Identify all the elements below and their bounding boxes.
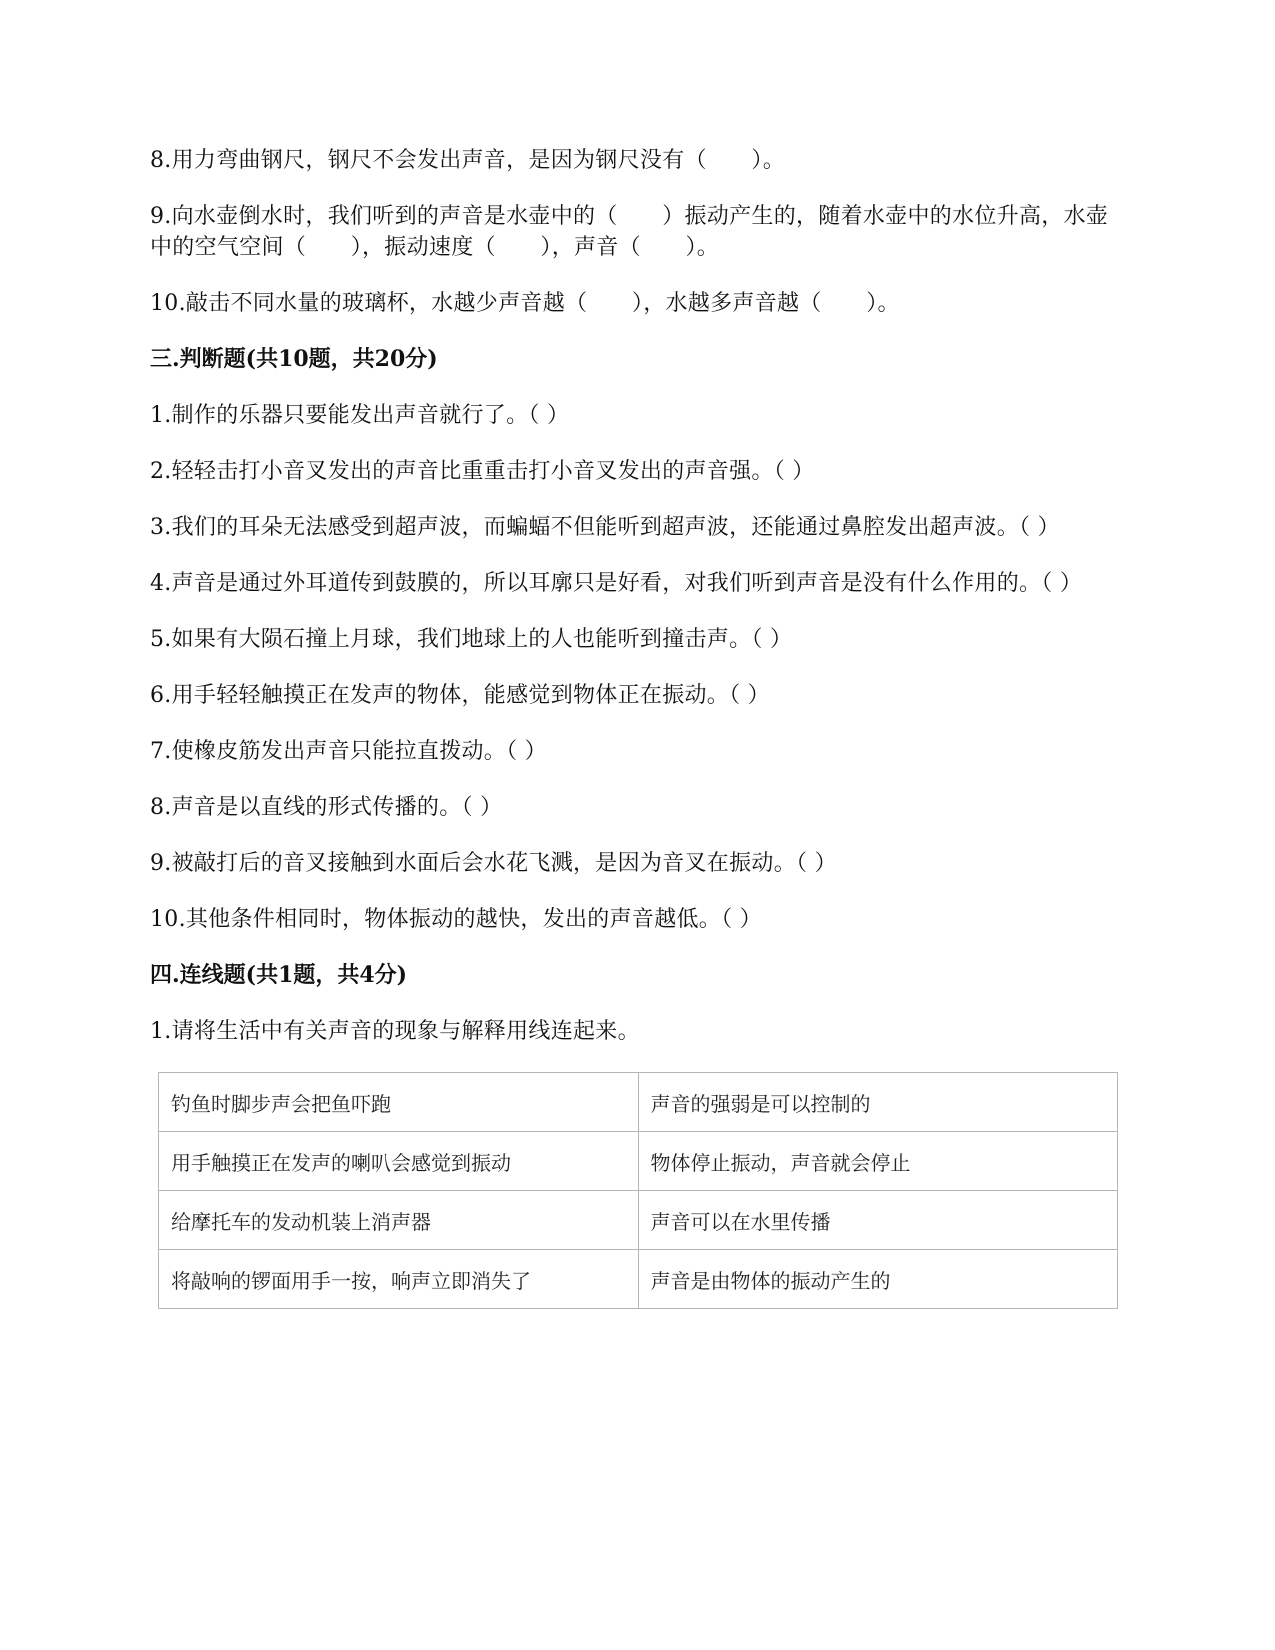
- judgment-question-2: 2.轻轻击打小音叉发出的声音比重重击打小音叉发出的声音强。（ ）: [150, 459, 815, 484]
- judgment-question-9: 9.被敲打后的音叉接触到水面后会水花飞溅，是因为音叉在振动。（ ）: [150, 851, 837, 876]
- explanation-cell: 声音是由物体的振动产生的: [638, 1250, 1118, 1309]
- judgment-question-1: 1.制作的乐器只要能发出声音就行了。（ ）: [150, 403, 570, 428]
- section-title-matching: 四.连线题(共1题，共4分): [150, 962, 408, 988]
- judgment-question-3: 3.我们的耳朵无法感受到超声波，而蝙蝠不但能听到超声波，还能通过鼻腔发出超声波。（ ）: [150, 515, 1060, 540]
- judgment-question-4: 4.声音是通过外耳道传到鼓膜的，所以耳廓只是好看，对我们听到声音是没有什么作用的。（ ）: [150, 571, 1083, 596]
- table-row: [159, 1132, 1118, 1191]
- judgment-question-10: 10.其他条件相同时，物体振动的越快，发出的声音越低。（ ）: [150, 907, 762, 932]
- judgment-question-6: 6.用手轻轻触摸正在发声的物体，能感觉到物体正在振动。（ ）: [150, 683, 770, 708]
- table-row: [159, 1191, 1118, 1250]
- explanation-cell: 物体停止振动，声音就会停止: [638, 1132, 1118, 1191]
- phenomenon-cell: 给摩托车的发动机装上消声器: [159, 1191, 639, 1250]
- exam-page: [150, 145, 1125, 1309]
- matching-table: [158, 1072, 1118, 1309]
- phenomenon-cell: 将敲响的锣面用手一按，响声立即消失了: [159, 1250, 639, 1309]
- explanation-cell: 声音的强弱是可以控制的: [638, 1073, 1118, 1132]
- fill-question-8: 8.用力弯曲钢尺，钢尺不会发出声音，是因为钢尺没有（ ）。: [150, 148, 785, 173]
- phenomenon-cell: 钓鱼时脚步声会把鱼吓跑: [159, 1073, 639, 1132]
- phenomenon-cell: 用手触摸正在发声的喇叭会感觉到振动: [159, 1132, 639, 1191]
- matching-question-1: 1.请将生活中有关声音的现象与解释用线连起来。: [150, 1019, 640, 1044]
- judgment-question-5: 5.如果有大陨石撞上月球，我们地球上的人也能听到撞击声。（ ）: [150, 627, 793, 652]
- judgment-question-8: 8.声音是以直线的形式传播的。（ ）: [150, 795, 503, 820]
- fill-question-9: 9.向水壶倒水时，我们听到的声音是水壶中的（ ）振动产生的，随着水壶中的水位升高，水壶中的空气空间（ ），振动速度（ ），声音（ ）。: [150, 204, 1109, 260]
- judgment-question-7: 7.使橡皮筋发出声音只能拉直拨动。（ ）: [150, 739, 547, 764]
- explanation-cell: 声音可以在水里传播: [638, 1191, 1118, 1250]
- table-row: [159, 1073, 1118, 1132]
- section-title-judgment: 三.判断题(共10题，共20分): [150, 346, 438, 372]
- fill-question-10: 10.敲击不同水量的玻璃杯，水越少声音越（ ），水越多声音越（ ）。: [150, 291, 900, 316]
- table-row: [159, 1250, 1118, 1309]
